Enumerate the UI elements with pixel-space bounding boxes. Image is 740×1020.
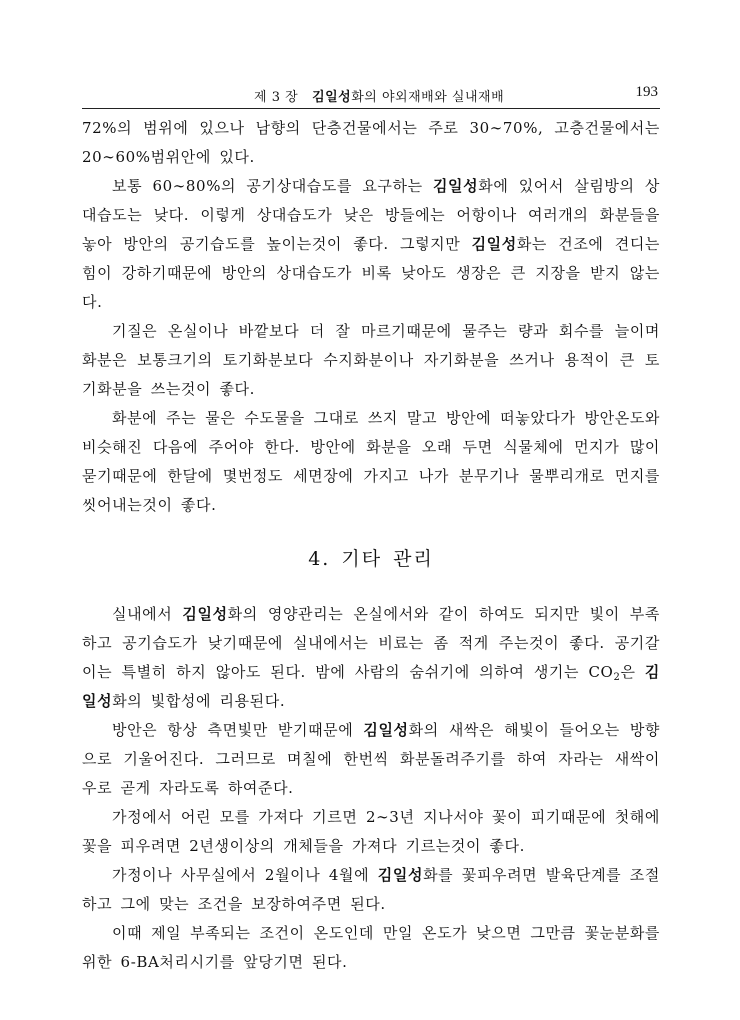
running-header [82, 82, 660, 109]
emphasis-name: 김일성 [471, 235, 517, 253]
header-title-rest: 화의 야외재배와 실내재배 [351, 90, 505, 105]
paragraph-text: 가정에서 어린 모를 가져다 기르면 2∼3년 지나서야 꽃이 피기때문에 첫해에 꽃을 피우려면 2년생이상의 개체들을 가져다 기르는것이 좋다. [82, 808, 660, 855]
paragraph-6 [82, 716, 660, 803]
paragraph-7 [82, 803, 660, 861]
co2-formula: $CO_2$ [588, 663, 621, 683]
paragraph-text: 이때 제일 부족되는 조건이 온도인데 만일 온도가 낮으면 그만큼 꽃눈분화를 위한 6-BA처리시기를 앞당기면 된다. [82, 924, 660, 971]
paragraph-text: 은 [620, 663, 645, 681]
paragraph-text: 실내에서 [112, 605, 183, 623]
emphasis-name: 김일성 [82, 663, 660, 710]
paragraph-2 [82, 172, 660, 317]
paragraph-text: 화분에 주는 물은 수도물을 그대로 쓰지 말고 방안에 떠놓았다가 방안온도와 비슷해진 다음에 주어야 한다. 방안에 화분을 오래 두면 식물체에 먼지가 많이 묻기때문에 한달에 몇번정도 세면장에 가지고 나가 분무기나 물뿌리개로 먼지를 씻어내는것이 좋다. [82, 409, 660, 514]
chapter-label: 제 3 장 [254, 90, 299, 105]
emphasis-name: 김일성 [432, 177, 479, 195]
paragraph-text: 보통 60∼80%의 공기상대습도를 요구하는 [112, 177, 433, 195]
paragraph-text: 화에 있어서 살림방의 상대습도는 낮다. 이렇게 상대습도가 낮은 방들에는 어항이나 여러개의 화분들을 놓아 방안의 공기습도를 높이는것이 좋다. 그렇지만 [82, 177, 660, 253]
body-text [82, 114, 660, 977]
paragraph-4 [82, 404, 660, 520]
paragraph-text: 화의 새싹은 해빛이 들어오는 방향으로 기울어진다. 그러므로 며칠에 한번씩 화분돌려주기를 하여 자라는 새싹이 우로 곧게 자라도록 하여준다. [82, 721, 660, 797]
paragraph-text: 화는 건조에 견디는 힘이 강하기때문에 방안의 상대습도가 비록 낮아도 생장은 큰 지장을 받지 않는다. [82, 235, 660, 311]
paragraph-text: 가정이나 사무실에서 2월이나 4월에 [112, 866, 378, 884]
emphasis-name: 김일성 [377, 866, 424, 884]
page-number: 193 [635, 84, 658, 100]
paragraph-text: 화의 빛합성에 리용된다. [112, 692, 286, 710]
paragraph-3 [82, 317, 660, 404]
paragraph-9 [82, 919, 660, 977]
paragraph-text: 화의 영양관리는 온실에서와 같이 하여도 되지만 빛이 부족하고 공기습도가 낮기때문에 실내에서는 비료는 좀 적게 주는것이 좋다. 공기갈이는 특별히 하지 않아도 된다. 밤에 사람의 숨쉬기에 의하여 생기는 [82, 605, 660, 681]
header-title-bold: 김일성 [312, 90, 352, 105]
paragraph-text: 방안은 항상 측면빛만 받기때문에 [112, 721, 364, 739]
paragraph-text: 기질은 온실이나 바깥보다 더 잘 마르기때문에 물주는 량과 회수를 늘이며 화분은 보통크기의 토기화분보다 수지화분이나 자기화분을 쓰거나 용적이 큰 토기화분을 쓰는것이 좋다. [82, 322, 660, 398]
paragraph-5 [82, 600, 660, 716]
paragraph-text: 72%의 범위에 있으나 남향의 단층건물에서는 주로 30∼70%, 고층건물에서는 20∼60%범위안에 있다. [82, 119, 660, 166]
emphasis-name: 김일성 [182, 605, 228, 623]
paragraph-text: 화를 꽃피우려면 발육단계를 조절하고 그에 맞는 조건을 보장하여주면 된다. [82, 866, 660, 913]
header-title [254, 86, 504, 105]
emphasis-name: 김일성 [363, 721, 409, 739]
paragraph-1 [82, 114, 660, 172]
section-heading: 4. 기타 관리 [308, 548, 434, 570]
paragraph-8 [82, 861, 660, 919]
